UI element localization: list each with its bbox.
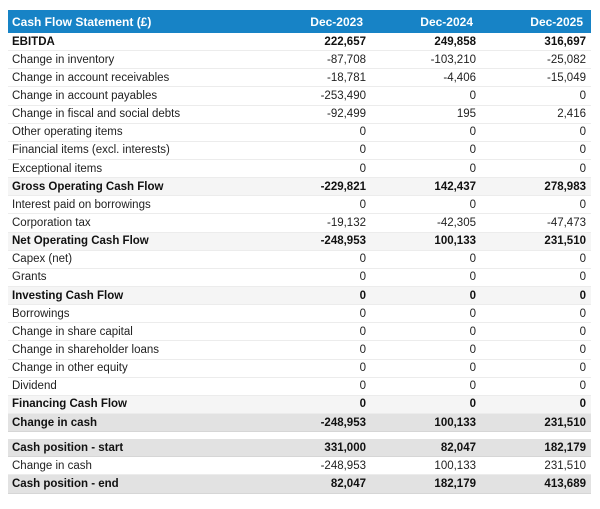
row-value: 0 xyxy=(359,162,366,175)
row-value: 231,510 xyxy=(544,416,586,429)
table-row xyxy=(8,360,591,378)
row-value: 0 xyxy=(579,162,586,175)
row-label: Dividend xyxy=(12,380,57,393)
row-label: Other operating items xyxy=(12,126,123,139)
row-label: Change in inventory xyxy=(12,53,115,66)
row-value: 0 xyxy=(359,126,366,139)
row-label: Gross Operating Cash Flow xyxy=(12,180,164,193)
row-value: 0 xyxy=(469,398,476,411)
row-value: 0 xyxy=(469,144,476,157)
row-value: 249,858 xyxy=(434,35,476,48)
row-value: 100,133 xyxy=(434,235,476,248)
row-label: Cash position - start xyxy=(12,441,124,454)
row-value: 0 xyxy=(579,325,586,338)
row-value: 100,133 xyxy=(434,459,476,472)
row-value: 0 xyxy=(579,126,586,139)
row-label: Change in shareholder loans xyxy=(12,343,160,356)
row-value: 0 xyxy=(579,380,586,393)
row-value: 0 xyxy=(579,398,586,411)
row-value: 0 xyxy=(579,362,586,375)
row-value: 0 xyxy=(579,144,586,157)
row-label: Interest paid on borrowings xyxy=(12,198,151,211)
row-value: 231,510 xyxy=(544,459,586,472)
row-value: 82,047 xyxy=(330,477,366,490)
table-row xyxy=(8,251,591,269)
row-value: 222,657 xyxy=(324,35,366,48)
table-row xyxy=(8,124,591,142)
row-value: 182,179 xyxy=(434,477,476,490)
row-value: 0 xyxy=(469,343,476,356)
row-value: 0 xyxy=(359,380,366,393)
row-value: 0 xyxy=(359,325,366,338)
table-title: Cash Flow Statement (£) xyxy=(12,14,152,29)
row-value: -87,708 xyxy=(326,53,366,66)
row-value: 0 xyxy=(359,398,366,411)
table-row xyxy=(8,414,591,432)
table-header xyxy=(8,10,591,33)
row-value: 0 xyxy=(469,253,476,266)
row-value: 0 xyxy=(359,362,366,375)
row-value: 0 xyxy=(359,271,366,284)
row-value: 316,697 xyxy=(544,35,586,48)
table-row xyxy=(8,233,591,251)
row-value: 0 xyxy=(469,325,476,338)
table-row xyxy=(8,457,591,475)
table-row xyxy=(8,341,591,359)
row-value: -248,953 xyxy=(320,235,366,248)
row-label: Borrowings xyxy=(12,307,70,320)
row-label: Investing Cash Flow xyxy=(12,289,124,302)
row-value: 331,000 xyxy=(324,441,366,454)
row-label: Capex (net) xyxy=(12,253,73,266)
row-label: Grants xyxy=(12,271,47,284)
table-row xyxy=(8,214,591,232)
row-value: 278,983 xyxy=(544,180,586,193)
row-value: 0 xyxy=(359,289,366,302)
table-row xyxy=(8,475,591,493)
row-value: 0 xyxy=(469,89,476,102)
row-value: -47,473 xyxy=(546,216,586,229)
row-value: 182,179 xyxy=(544,441,586,454)
table-row xyxy=(8,269,591,287)
row-value: 0 xyxy=(359,198,366,211)
row-value: -19,132 xyxy=(326,216,366,229)
row-label: Corporation tax xyxy=(12,216,91,229)
row-value: 0 xyxy=(469,380,476,393)
row-value: 0 xyxy=(469,198,476,211)
table-row xyxy=(8,69,591,87)
column-header-dec-2025: Dec-2025 xyxy=(530,14,583,29)
row-value: 0 xyxy=(579,271,586,284)
row-value: 0 xyxy=(579,89,586,102)
section-divider xyxy=(8,432,591,439)
row-label: Change in account payables xyxy=(12,89,158,102)
row-value: -248,953 xyxy=(320,416,366,429)
row-value: 0 xyxy=(579,307,586,320)
table-row xyxy=(8,439,591,457)
table-row xyxy=(8,287,591,305)
row-value: 0 xyxy=(469,289,476,302)
row-label: Financing Cash Flow xyxy=(12,398,128,411)
row-value: -229,821 xyxy=(320,180,366,193)
row-value: 0 xyxy=(469,307,476,320)
cash-position-section xyxy=(8,439,591,493)
row-value: 0 xyxy=(469,162,476,175)
table-row xyxy=(8,160,591,178)
table-row xyxy=(8,378,591,396)
row-value: -253,490 xyxy=(320,89,366,102)
table-row xyxy=(8,142,591,160)
table-row xyxy=(8,396,591,414)
row-value: 195 xyxy=(456,108,476,121)
row-value: 0 xyxy=(359,307,366,320)
table-row xyxy=(8,33,591,51)
row-value: 2,416 xyxy=(557,108,586,121)
column-header-dec-2023: Dec-2023 xyxy=(310,14,363,29)
row-value: 0 xyxy=(579,198,586,211)
row-value: 142,437 xyxy=(434,180,476,193)
row-label: Change in cash xyxy=(12,416,97,429)
row-value: 0 xyxy=(469,362,476,375)
row-label: Financial items (excl. interests) xyxy=(12,144,170,157)
row-value: -103,210 xyxy=(430,53,476,66)
row-value: 0 xyxy=(359,144,366,157)
table-row xyxy=(8,106,591,124)
table-row xyxy=(8,196,591,214)
row-value: 0 xyxy=(469,126,476,139)
row-value: -4,406 xyxy=(443,71,476,84)
column-header-dec-2024: Dec-2024 xyxy=(420,14,473,29)
table-row xyxy=(8,51,591,69)
row-value: -25,082 xyxy=(546,53,586,66)
row-label: Change in cash xyxy=(12,459,92,472)
row-value: 0 xyxy=(359,253,366,266)
row-value: 0 xyxy=(579,253,586,266)
row-label: Exceptional items xyxy=(12,162,103,175)
table-row xyxy=(8,323,591,341)
table-row xyxy=(8,305,591,323)
row-value: -248,953 xyxy=(320,459,366,472)
row-value: -18,781 xyxy=(326,71,366,84)
row-value: -42,305 xyxy=(436,216,476,229)
row-value: 100,133 xyxy=(434,416,476,429)
row-label: Change in fiscal and social debts xyxy=(12,108,181,121)
row-value: 413,689 xyxy=(544,477,586,490)
cash-flow-table xyxy=(8,10,591,494)
row-label: Change in share capital xyxy=(12,325,133,338)
row-value: 0 xyxy=(359,343,366,356)
table-row xyxy=(8,87,591,105)
row-label: Change in account receivables xyxy=(12,71,170,84)
row-value: 0 xyxy=(579,343,586,356)
row-label: Net Operating Cash Flow xyxy=(12,235,149,248)
row-value: 231,510 xyxy=(544,235,586,248)
row-label: Change in other equity xyxy=(12,362,128,375)
row-value: 82,047 xyxy=(440,441,476,454)
row-value: -92,499 xyxy=(326,108,366,121)
main-rows-section xyxy=(8,33,591,432)
row-value: -15,049 xyxy=(546,71,586,84)
row-label: Cash position - end xyxy=(12,477,119,490)
table-row xyxy=(8,178,591,196)
row-label: EBITDA xyxy=(12,35,55,48)
row-value: 0 xyxy=(469,271,476,284)
row-value: 0 xyxy=(579,289,586,302)
